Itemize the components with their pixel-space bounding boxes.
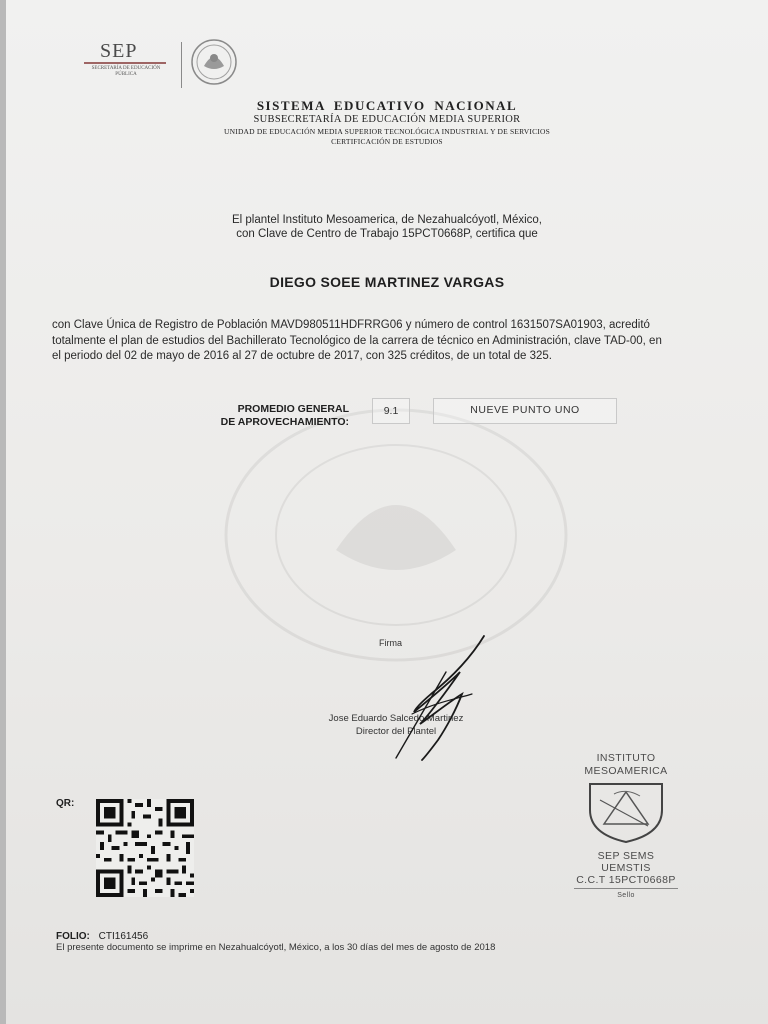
para-line-1: con Clave Única de Registro de Población MAVD980511HDFRRG06 y número de control 1631507SA01903, acreditó <box>52 319 650 331</box>
grade-label-line-2: DE APROVECHAMIENTO: <box>220 416 349 428</box>
stamp-line-5: C.C.T 15PCT0668P <box>576 874 676 886</box>
grade-value-text: NUEVE PUNTO UNO <box>433 398 617 424</box>
sep-logo-subtitle: SECRETARÍA DE EDUCACIÓN PÚBLICA <box>91 66 161 77</box>
firma-label: Firma <box>379 638 402 648</box>
header-title: SISTEMA EDUCATIVO NACIONAL <box>256 98 518 113</box>
folio <box>56 931 148 942</box>
sello-label: Sello <box>617 892 635 899</box>
qr-label: QR: <box>56 798 75 809</box>
intro-line-2: con Clave de Centro de Trabajo 15PCT0668P, certifica que <box>236 228 538 240</box>
student-name: DIEGO SOEE MARTINEZ VARGAS <box>269 274 505 290</box>
director-name: Jose Eduardo Salcedo Martinez <box>328 713 464 724</box>
header-subsecretaria: SUBSECRETARÍA DE EDUCACIÓN MEDIA SUPERIOR <box>253 114 521 125</box>
header-unidad: UNIDAD DE EDUCACIÓN MEDIA SUPERIOR TECNOLÓGICA INDUSTRIAL Y DE SERVICIOS <box>224 127 550 136</box>
director-role: Director del Plantel <box>355 726 437 737</box>
intro-paragraph <box>6 213 768 241</box>
logo-divider <box>181 42 182 88</box>
handwritten-signature <box>376 632 496 762</box>
folio-label: FOLIO: <box>56 931 90 942</box>
stamp-line-2: MESOAMERICA <box>584 765 668 777</box>
folio-value: CTI161456 <box>98 931 149 942</box>
stamp-shield-icon <box>586 780 666 844</box>
printed-note: El presente documento se imprime en Nezahualcóyotl, México, a los 30 días del mes de agosto de 2018 <box>56 942 496 953</box>
sep-logo-rule <box>84 62 166 64</box>
watermark-seal-icon <box>216 400 576 670</box>
institution-stamp <box>566 752 686 902</box>
national-seal-icon <box>190 38 238 86</box>
stamp-line-3: SEP SEMS <box>597 850 655 862</box>
stamp-line-4: UEMSTIS <box>601 862 651 874</box>
certification-paragraph <box>52 318 732 365</box>
certificate-page <box>6 0 768 1024</box>
header-certificacion: CERTIFICACIÓN DE ESTUDIOS <box>331 137 443 146</box>
intro-line-1: El plantel Instituto Mesoamerica, de Nezahualcóyotl, México, <box>231 214 542 226</box>
stamp-rule <box>574 888 678 889</box>
stamp-line-1: INSTITUTO <box>596 752 656 764</box>
qr-code-icon <box>96 798 194 898</box>
grade-label-line-1: PROMEDIO GENERAL <box>237 403 349 415</box>
para-line-3: el periodo del 02 de mayo de 2016 al 27 de octubre de 2017, con 325 créditos, de un total de 325. <box>52 350 552 362</box>
grade-label <box>206 403 349 429</box>
para-line-2: totalmente el plan de estudios del Bachillerato Tecnológico de la carrera de técnico en Administración, clave TAD-00, en <box>52 334 662 347</box>
grade-value: 9.1 <box>372 398 410 424</box>
sep-logo: SEP <box>100 40 138 62</box>
